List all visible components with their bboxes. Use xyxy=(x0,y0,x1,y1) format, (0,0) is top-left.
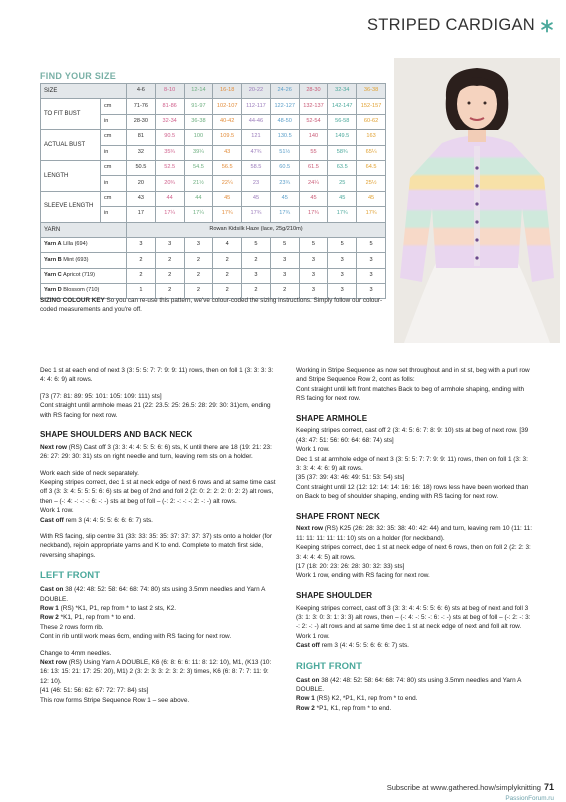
measurement-row xyxy=(41,130,386,145)
value-cell: 44-46 xyxy=(242,114,271,129)
row-label: Row 1 xyxy=(296,695,315,703)
row-label: Row 2 xyxy=(40,614,59,622)
row-label: Row 2 xyxy=(296,704,315,712)
paragraph: Work 1 row. xyxy=(296,446,330,454)
paragraph: [73 (77: 81: 89: 95: 101: 105: 109: 111) sts] xyxy=(40,392,162,400)
value-cell: 45 xyxy=(213,191,242,206)
paragraph: Keeping stripes correct, dec 1 st at neck edge of next 6 rows and at same time cast off 3 (3: 3: 4: 5: 5: 5: 6: 6) sts at beg of 2nd and foll 2 (2: 0: 2: 2: 2: 0: 2: 2) alt rows, then – (-: 4: -: -: -: 6: -: -) sts at beg of foll – (-: 2: -: -: -: 2: -: -) alt rows. xyxy=(40,479,276,505)
yarn-quantity-cell: 2 xyxy=(242,284,271,299)
paragraph: Keeping stripes correct, dec 1 st at neck edge of next 6 rows, then on foll 2 (2: 2: 3: 3: 4: 4: 4: 5) alt rows. xyxy=(296,544,531,561)
value-cell: 112-117 xyxy=(242,99,271,114)
value-cell: 81 xyxy=(127,130,156,145)
value-cell: 40-42 xyxy=(213,114,242,129)
yarn-quantity-cell: 3 xyxy=(357,284,386,299)
yarn-row xyxy=(41,237,386,252)
row-label: Cast off xyxy=(40,516,64,524)
yarn-quantity-cell: 2 xyxy=(213,284,242,299)
row-label: Next row xyxy=(40,443,67,451)
yarn-name-cell xyxy=(41,268,127,283)
pattern-column-left xyxy=(40,366,278,712)
size-label-cell: SIZE xyxy=(41,84,127,99)
row-label: Next row xyxy=(40,659,67,667)
sizing-colour-key-label: SIZING COLOUR KEY xyxy=(40,297,105,304)
paragraph: Cont in rib until work meas 6cm, ending with RS facing for next row. xyxy=(40,633,232,641)
yarn-colour: Mint (693) xyxy=(61,256,89,263)
value-cell: 149.5 xyxy=(328,130,357,145)
sizing-colour-key xyxy=(40,297,386,315)
value-cell: 24¼ xyxy=(299,176,328,191)
paragraph: Dec 1 st at armhole edge of next 3 (3: 5: 5: 7: 7: 9: 9: 11) rows, then on foll 1 (3: 3: 3: 3: 4: 4: 6: 9) alt rows. xyxy=(296,455,528,472)
yarn-label-cell: YARN xyxy=(41,222,127,237)
model-illustration xyxy=(394,58,560,343)
paragraph: rem 3 (4: 4: 5: 5: 6: 6: 6: 7) sts. xyxy=(319,642,409,650)
size-cell: 24-26 xyxy=(270,84,299,99)
measurement-label: SLEEVE LENGTH xyxy=(41,191,101,222)
value-cell: 45 xyxy=(357,191,386,206)
value-cell: 152-157 xyxy=(357,99,386,114)
yarn-row xyxy=(41,268,386,283)
value-cell: 17 xyxy=(127,207,156,222)
value-cell: 17¼ xyxy=(184,207,213,222)
value-cell: 52.5 xyxy=(155,160,184,175)
value-cell: 17¼ xyxy=(155,207,184,222)
row-label: Cast on xyxy=(40,586,64,594)
paragraph: [35 (37: 39: 43: 46: 49: 51: 53: 54) sts] xyxy=(296,474,405,482)
value-cell: 48-50 xyxy=(270,114,299,129)
yarn-quantity-cell: 2 xyxy=(155,253,184,268)
paragraph: Cont straight until 12 (12: 12: 14: 14: 16: 16: 18) rows less have been worked than on Back to beg of shoulder shaping, ending with RS facing for next row. xyxy=(296,483,529,501)
value-cell: 35¾ xyxy=(155,145,184,160)
model-photo xyxy=(394,58,560,343)
paragraph: rem 3 (4: 4: 5: 5: 6: 6: 6: 7) sts. xyxy=(63,516,153,524)
section-heading: RIGHT FRONT xyxy=(296,660,363,672)
size-cell: 28-30 xyxy=(299,84,328,99)
section-heading: SHAPE FRONT NECK xyxy=(296,511,380,521)
value-cell: 142-147 xyxy=(328,99,357,114)
yarn-colour: Blossom (710) xyxy=(61,287,100,294)
section-heading: SHAPE SHOULDERS AND BACK NECK xyxy=(40,430,193,440)
value-cell: 140 xyxy=(299,130,328,145)
value-cell: 50.5 xyxy=(127,160,156,175)
page-footer xyxy=(387,782,554,792)
yarn-quantity-cell: 2 xyxy=(127,253,156,268)
value-cell: 102-107 xyxy=(213,99,242,114)
yarn-quantity-cell: 3 xyxy=(299,253,328,268)
measurement-label: TO FIT BUST xyxy=(41,99,101,130)
yarn-quantity-cell: 4 xyxy=(213,237,242,252)
paragraph: (RS) Using Yarn A DOUBLE, K6 (6: 8: 6: 6: 11: 8: 12: 10), M1, (K13 (10: 16: 13: 15: 21: 17: 25: 20), M1) 2 (3: 2: 3: 3: 2: 3: 2: 3) times, K6 (6: 8: 7: 7: 11: 9: 12: 10). xyxy=(40,659,272,685)
sizing-colour-key-text: So you can re-use this pattern, we've colour-coded the sizing instructions. Simply follow our colour-coded measurements and you're off. xyxy=(40,297,383,313)
size-cell: 4-6 xyxy=(127,84,156,99)
value-cell: 45 xyxy=(328,191,357,206)
value-cell: 61.5 xyxy=(299,160,328,175)
row-label: Cast off xyxy=(296,642,320,650)
paragraph: Working in Stripe Sequence as now set throughout and in st st, beg with a purl row and Stripe Sequence Row 2, cont as folls: xyxy=(296,367,530,384)
unit-cell: in xyxy=(101,145,127,160)
yarn-quantity-cell: 2 xyxy=(213,253,242,268)
value-cell: 17¾ xyxy=(357,207,386,222)
size-cell: 12-14 xyxy=(184,84,213,99)
find-your-size-heading: FIND YOUR SIZE xyxy=(40,71,117,81)
section-heading: SHAPE ARMHOLE xyxy=(296,413,368,423)
unit-cell: cm xyxy=(101,130,127,145)
page-number: 71 xyxy=(543,782,554,792)
size-cell: 16-18 xyxy=(213,84,242,99)
yarn-quantity-cell: 3 xyxy=(357,253,386,268)
row-label: Row 1 xyxy=(40,605,59,613)
size-cell: 32-34 xyxy=(328,84,357,99)
paragraph: (RS) K25 (26: 28: 32: 35: 38: 40: 42: 44) and turn, leaving rem 10 (11: 11: 11: 11: 11: 11: 11: 10) sts on a holder (for neckband). xyxy=(296,525,533,542)
value-cell: 58¾ xyxy=(328,145,357,160)
paragraph: (RS) *K1, P1, rep from * to last 2 sts, K2. xyxy=(58,605,177,613)
unit-cell: cm xyxy=(101,99,127,114)
paragraph: Cont straight until left front matches Back to beg of armhole shaping, ending with RS facing for next row. xyxy=(296,385,525,403)
value-cell: 45 xyxy=(270,191,299,206)
size-header-row xyxy=(41,84,386,99)
yarn-quantity-cell: 3 xyxy=(184,237,213,252)
value-cell: 163 xyxy=(357,130,386,145)
value-cell: 39¼ xyxy=(184,145,213,160)
value-cell: 65¼ xyxy=(357,145,386,160)
yarn-quantity-cell: 2 xyxy=(127,268,156,283)
value-cell: 56-58 xyxy=(328,114,357,129)
value-cell: 90.5 xyxy=(155,130,184,145)
paragraph: [41 (46: 51: 56: 62: 67: 72: 77: 84) sts] xyxy=(40,687,149,695)
yarn-colour: Apricot (719) xyxy=(61,271,96,278)
value-cell: 71-76 xyxy=(127,99,156,114)
value-cell: 21½ xyxy=(184,176,213,191)
value-cell: 36-38 xyxy=(184,114,213,129)
value-cell: 45 xyxy=(299,191,328,206)
value-cell: 56.5 xyxy=(213,160,242,175)
value-cell: 54.5 xyxy=(184,160,213,175)
paragraph: These 2 rows form rib. xyxy=(40,623,104,631)
yarn-quantity-cell: 2 xyxy=(155,268,184,283)
value-cell: 17¾ xyxy=(270,207,299,222)
value-cell: 23 xyxy=(242,176,271,191)
yarn-quantity-cell: 5 xyxy=(299,237,328,252)
paragraph: Change to 4mm needles. xyxy=(40,649,112,657)
value-cell: 22¼ xyxy=(213,176,242,191)
value-cell: 17¾ xyxy=(299,207,328,222)
size-cell: 20-22 xyxy=(242,84,271,99)
measurement-label: ACTUAL BUST xyxy=(41,130,101,161)
measurement-row xyxy=(41,191,386,206)
value-cell: 91-97 xyxy=(184,99,213,114)
paragraph: Work 1 row, ending with RS facing for next row. xyxy=(296,572,430,580)
yarn-quantity-cell: 3 xyxy=(242,268,271,283)
value-cell: 25 xyxy=(328,176,357,191)
value-cell: 23¾ xyxy=(270,176,299,191)
yarn-name: Yarn D xyxy=(44,287,62,294)
value-cell: 100 xyxy=(184,130,213,145)
value-cell: 17¾ xyxy=(213,207,242,222)
section-heading: SHAPE SHOULDER xyxy=(296,590,373,600)
value-cell: 60.5 xyxy=(270,160,299,175)
value-cell: 20 xyxy=(127,176,156,191)
page-title: STRIPED CARDIGAN xyxy=(367,16,535,34)
value-cell: 51½ xyxy=(270,145,299,160)
value-cell: 121 xyxy=(242,130,271,145)
measurement-label: LENGTH xyxy=(41,160,101,191)
value-cell: 52-54 xyxy=(299,114,328,129)
paragraph: Cont straight until armhole meas 21 (22: 23.5: 25: 26.5: 28: 29: 30: 31)cm, ending with RS facing for next row. xyxy=(40,402,271,419)
unit-cell: cm xyxy=(101,160,127,175)
section-heading: LEFT FRONT xyxy=(40,570,101,582)
value-cell: 58.5 xyxy=(242,160,271,175)
page-header xyxy=(367,16,554,35)
yarn-quantity-cell: 2 xyxy=(184,253,213,268)
value-cell: 43 xyxy=(127,191,156,206)
value-cell: 17¾ xyxy=(242,207,271,222)
value-cell: 44 xyxy=(155,191,184,206)
value-cell: 60-62 xyxy=(357,114,386,129)
yarn-quantity-cell: 3 xyxy=(127,237,156,252)
value-cell: 55 xyxy=(299,145,328,160)
unit-cell: in xyxy=(101,114,127,129)
yarn-quantity-cell: 5 xyxy=(270,237,299,252)
yarn-quantity-cell: 3 xyxy=(357,268,386,283)
value-cell: 132-137 xyxy=(299,99,328,114)
paragraph: *K1, P1, rep from * to end. xyxy=(58,614,136,622)
yarn-colour: Lilla (694) xyxy=(61,241,88,248)
size-cell: 8-10 xyxy=(155,84,184,99)
yarn-name: Yarn C xyxy=(44,271,62,278)
yarn-quantity-cell: 3 xyxy=(328,284,357,299)
paragraph: Keeping stripes correct, cast off 3 (3: 3: 4: 4: 5: 5: 6: 6) sts at beg of next and foll 3 (3: 1: 3: 0: 3: 1: 3: 3) alt rows, then – (-: 4: -: 5: -: 6: -: -) sts at beg of foll – (-: 2: -: 3: -: 2: -: -) alt rows and at same time dec 1 st at neck edge of next and foll alt row. xyxy=(296,604,531,631)
paragraph: (RS) K2, *P1, K1, rep from * to end. xyxy=(314,695,418,703)
paragraph: Work each side of neck separately. xyxy=(40,469,139,477)
paragraph: Dec 1 st at each end of next 3 (3: 5: 5: 7: 7: 9: 9: 11) rows, then on foll 1 (3: 3: 3: 3: 4: 4: 6: 9) alt rows. xyxy=(40,367,274,384)
paragraph: 38 (42: 48: 52: 58: 64: 68: 74: 80) sts using 3.5mm needles and Yarn A DOUBLE. xyxy=(296,676,521,693)
value-cell: 64.5 xyxy=(357,160,386,175)
yarn-description-cell: Rowan Kidsilk Haze (lace, 25g/210m) xyxy=(127,222,386,237)
value-cell: 20¾ xyxy=(155,176,184,191)
measurement-row xyxy=(41,99,386,114)
yarn-quantity-cell: 5 xyxy=(242,237,271,252)
value-cell: 47¾ xyxy=(242,145,271,160)
value-cell: 81-86 xyxy=(155,99,184,114)
yarn-quantity-cell: 3 xyxy=(270,253,299,268)
yarn-quantity-cell: 2 xyxy=(242,253,271,268)
yarn-quantity-cell: 3 xyxy=(299,268,328,283)
yarn-quantity-cell: 3 xyxy=(299,284,328,299)
paragraph: This row forms Stripe Sequence Row 1 – see above. xyxy=(40,696,190,704)
yarn-quantity-cell: 3 xyxy=(328,268,357,283)
yarn-quantity-cell: 3 xyxy=(328,253,357,268)
yarn-row xyxy=(41,253,386,268)
yarn-quantity-cell: 5 xyxy=(328,237,357,252)
value-cell: 109.5 xyxy=(213,130,242,145)
yarn-quantity-cell: 2 xyxy=(213,268,242,283)
value-cell: 63.5 xyxy=(328,160,357,175)
paragraph: Keeping stripes correct, cast off 2 (3: 4: 5: 6: 7: 8: 9: 10) sts at beg of next row. [39 (43: 47: 51: 56: 60: 64: 68: 74) sts] xyxy=(296,427,529,444)
pattern-column-right xyxy=(296,366,532,713)
value-cell: 25½ xyxy=(357,176,386,191)
yarn-quantity-cell: 2 xyxy=(270,284,299,299)
yarn-quantity-cell: 5 xyxy=(357,237,386,252)
yarn-name-cell xyxy=(41,237,127,252)
snowflake-icon xyxy=(540,19,554,33)
paragraph: (RS) Cast off 3 (3: 3: 4: 4: 5: 5: 6: 6) sts, K until there are 18 (19: 21: 23: 26: 27: 29: 30: 31) sts on right needle and turn, leaving rem sts on a holder. xyxy=(40,443,272,461)
paragraph: With RS facing, slip centre 31 (33: 33: 35: 35: 37: 37: 37: 37) sts onto a holder (for neckband), rejoin appropriate yarns and K to end. Complete to match first side, reversing shapings. xyxy=(40,533,272,559)
value-cell: 17¾ xyxy=(328,207,357,222)
yarn-name-cell xyxy=(41,253,127,268)
yarn-quantity-cell: 2 xyxy=(155,284,184,299)
unit-cell: in xyxy=(101,176,127,191)
size-table xyxy=(40,83,386,299)
paragraph: [17 (18: 20: 23: 26: 28: 30: 32: 33) sts] xyxy=(296,563,405,570)
value-cell: 44 xyxy=(184,191,213,206)
value-cell: 122-127 xyxy=(270,99,299,114)
subscribe-link[interactable]: Subscribe at www.gathered.how/simplyknitting xyxy=(386,783,541,792)
watermark: PassionForum.ru xyxy=(505,795,554,802)
yarn-header-row xyxy=(41,222,386,237)
yarn-quantity-cell: 1 xyxy=(127,284,156,299)
yarn-name: Yarn A xyxy=(44,241,62,248)
yarn-quantity-cell: 3 xyxy=(270,268,299,283)
value-cell: 130.5 xyxy=(270,130,299,145)
value-cell: 28-30 xyxy=(127,114,156,129)
value-cell: 45 xyxy=(242,191,271,206)
paragraph: *P1, K1, rep from * to end. xyxy=(314,704,392,712)
value-cell: 32-34 xyxy=(155,114,184,129)
yarn-quantity-cell: 2 xyxy=(184,284,213,299)
yarn-name: Yarn B xyxy=(44,256,62,263)
yarn-quantity-cell: 3 xyxy=(155,237,184,252)
row-label: Cast on xyxy=(296,676,320,684)
row-label: Next row xyxy=(296,525,323,533)
yarn-quantity-cell: 2 xyxy=(184,268,213,283)
unit-cell: in xyxy=(101,207,127,222)
unit-cell: cm xyxy=(101,191,127,206)
value-cell: 43 xyxy=(213,145,242,160)
size-cell: 36-38 xyxy=(357,84,386,99)
paragraph: Work 1 row. xyxy=(296,632,330,640)
value-cell: 32 xyxy=(127,145,156,160)
paragraph: 38 (42: 48: 52: 58: 64: 68: 74: 80) sts using 3.5mm needles and Yarn A DOUBLE. xyxy=(40,586,265,603)
paragraph: Work 1 row. xyxy=(40,507,74,515)
measurement-row xyxy=(41,160,386,175)
